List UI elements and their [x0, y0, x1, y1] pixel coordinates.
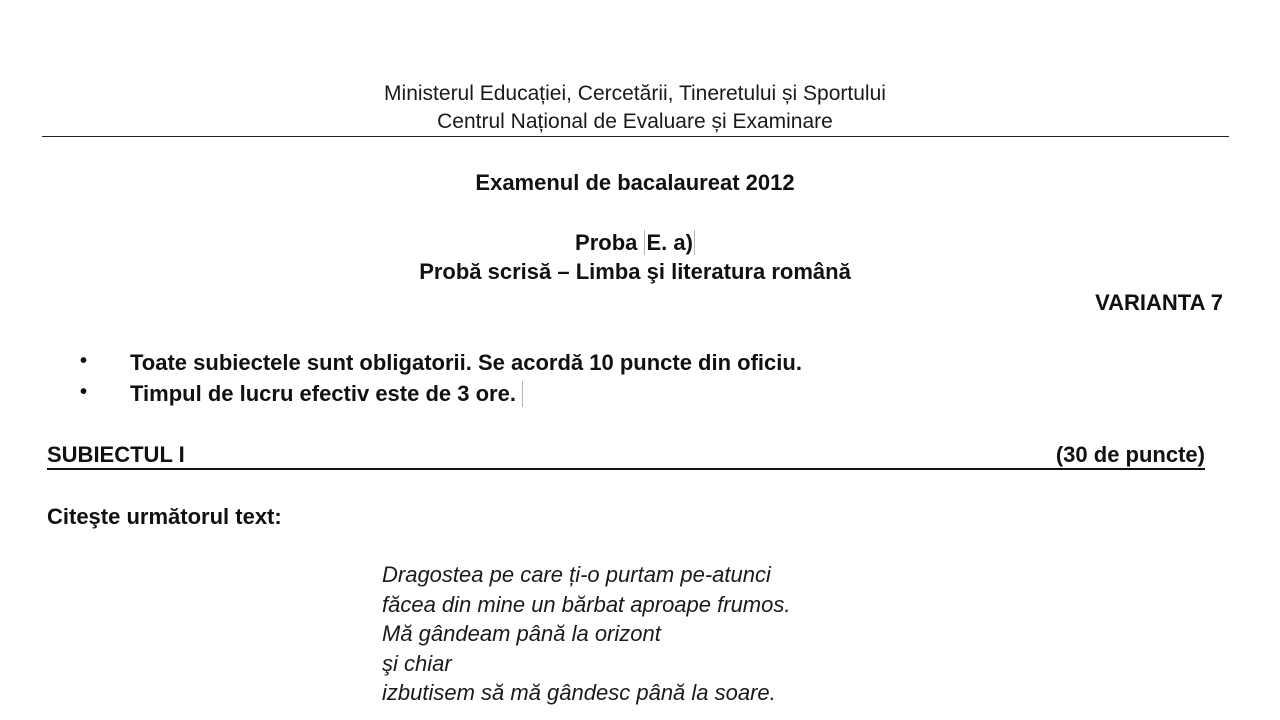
ministry-name: Ministerul Educației, Cercetării, Tineretului și Sportului: [384, 82, 886, 105]
bullet-icon: •: [80, 381, 88, 403]
poem-line: şi chiar: [382, 650, 452, 676]
poem-line: Dragostea pe care ți-o purtam pe-atunci: [382, 562, 771, 587]
instructions-list: [80, 350, 802, 412]
list-item: [80, 381, 802, 412]
proba-prefix: Proba: [575, 230, 644, 255]
subject-heading: [47, 442, 1205, 470]
subject-points: (30 de puncte): [1055, 442, 1205, 467]
poem-line: făcea din mine un bărbat aproape frumos.: [382, 591, 791, 617]
proba-description: Probă scrisă – Limba şi literatura română: [419, 259, 851, 284]
exam-title: Examenul de bacalaureat 2012: [475, 170, 795, 195]
text-cursor: [522, 381, 523, 407]
list-item: [80, 350, 802, 381]
subject-title: SUBIECTUL I: [47, 442, 185, 467]
proba-line: [0, 230, 1270, 256]
instruction-text: Timpul de lucru efectiv este de 3 ore.: [130, 381, 516, 406]
poem-line: Mă gândeam până la orizont: [382, 621, 661, 646]
proba-code[interactable]: E. a): [644, 230, 695, 255]
variant-label: VARIANTA 7: [1095, 290, 1223, 315]
instruction-text: Toate subiectele sunt obligatorii. Se acordă 10 puncte din oficiu.: [130, 350, 802, 375]
bullet-icon: •: [80, 350, 88, 372]
header-divider: [42, 136, 1229, 137]
evaluation-center-name: Centrul Național de Evaluare și Examinare: [437, 110, 833, 133]
poem-line: izbutisem să mă gândesc până la soare.: [382, 680, 776, 705]
poem-text: [382, 562, 790, 710]
read-instruction: Citeşte următorul text:: [47, 504, 282, 529]
